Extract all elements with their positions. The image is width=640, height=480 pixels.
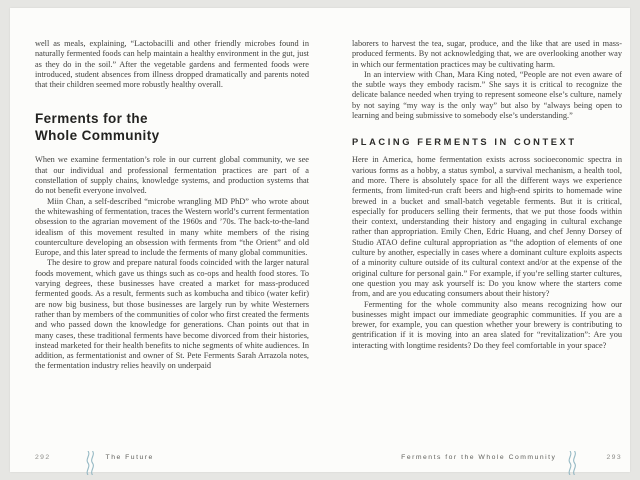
chapter-title: [35, 111, 309, 144]
chapter-title-line1: Ferments for the: [35, 111, 148, 127]
section-heading: PLACING FERMENTS IN CONTEXT: [352, 137, 577, 148]
left-page-text-column: [35, 39, 309, 372]
page-number-left: 292: [35, 454, 51, 461]
body-paragraph: Miin Chan, a self-described “microbe wrangling MD PhD” who wrote about the whitewashing of fermentation, traces the Western world’s current fermentation obsession to the agrarian movement of the 1960s and ’70s. The back-to-the-land idealism of this movement resulted in many white members of the rising counterculture developing an obsession with ferments from “the Orient” and old Europe, and this later spread to include the ferments of many global communities.: [35, 196, 309, 258]
right-page-text-column: [352, 39, 622, 351]
body-paragraph: In an interview with Chan, Mara King noted, “People are not even aware of the subtle ways they embody racism.” She says it is critical to recognize the delicate balance needed when trying to represent someone else’s culture, namely by not saying “my way is the only way” but also by “always being open to learning and being submissive to somebody else’s understanding.”: [352, 69, 622, 121]
chapter-title-line2: Whole Community: [35, 127, 160, 143]
body-paragraph: well as meals, explaining, “Lactobacilli and other friendly microbes found in naturally fermented foods can help maintain a healthy environment in the gut, just as they do in the soil.” After the vegetable gardens and fermented foods were introduced, student absences from illness dropped dramatically and parents noted that their children seemed more robustly healthy overall.: [35, 39, 309, 90]
wave-ornament-icon: [566, 451, 578, 475]
body-paragraph: Here in America, home fermentation exists across socioeconomic spectra in various forms as a hobby, a status symbol, a survival mechanism, a health tool, and more. There is absolutely space for all the different ways we experience ferments, from limited-run craft beers and high-end spirits to homemade wine brewed in a bucket and small-batch vegetable ferments. But it is critical, especially for producers selling their ferments, that we put those foods within their context, understanding their history and engaging in cultural exchange rather than appropriation. Emily Chen, Edric Huang, and chef Jenny Dorsey of Studio ATAO define cultural appropriation as “the adoption of elements of one culture by another, especially in cases where a dominant culture exploits aspects of a minority culture outside of its cultural context and/or at the expense of the original culture for personal gain.” For example, if you’re selling starter cultures, one question you may ask yourself is: Do you know where the starters come from, and are you educating consumers about their history?: [352, 155, 622, 299]
left-page: [35, 8, 309, 472]
right-page: [352, 8, 622, 472]
page-number-right: 293: [606, 454, 622, 461]
body-paragraph: laborers to harvest the tea, sugar, produce, and the like that are used in mass-produced ferments. By not acknowledging that, we are overlooking another way in which our fermentation practices may be cultivating harm.: [352, 39, 622, 69]
body-paragraph: Fermenting for the whole community also means recognizing how our businesses might impact our immediate geographic communities. If you are a brewer, for example, you can question whether your brewery is contributing to gentrification if it is moving into an area slated for “revitalization”: Are you interacting with longtime residents? Do they feel comfortable in your space?: [352, 299, 622, 350]
left-page-footer: [35, 451, 309, 472]
running-head-right: Ferments for the Whole Community: [401, 454, 557, 461]
running-head-left: The Future: [105, 454, 154, 461]
wave-ornament-icon: [84, 451, 96, 475]
right-page-footer: [352, 451, 622, 472]
book-spread: [10, 8, 630, 472]
body-paragraph: The desire to grow and prepare natural foods coincided with the larger natural foods movement, which gave us things such as co-ops and health food stores. To varying degrees, these businesses have created a market for mass-produced fermented goods. As a result, ferments such as kombucha and tibico (water kefir) are now big business, but those businesses are largely run by white Westerners rather than by members of the communities of color who first created the ferments and who passed down the knowledge for generations. Chan points out that in many cases, these traditional ferments have become divorced from their histories, instead marketed for their health benefits to niche segments of white audiences. In addition, as fermentationist and owner of St. Pete Ferments Sarah Arrazola notes, the fermentation industry relies heavily on underpaid: [35, 258, 309, 371]
body-paragraph: When we examine fermentation’s role in our current global community, we see that our individual and professional fermentation practices are part of a constellation of supply chains, knowledge systems, and production systems that do not benefit everyone involved.: [35, 155, 309, 196]
